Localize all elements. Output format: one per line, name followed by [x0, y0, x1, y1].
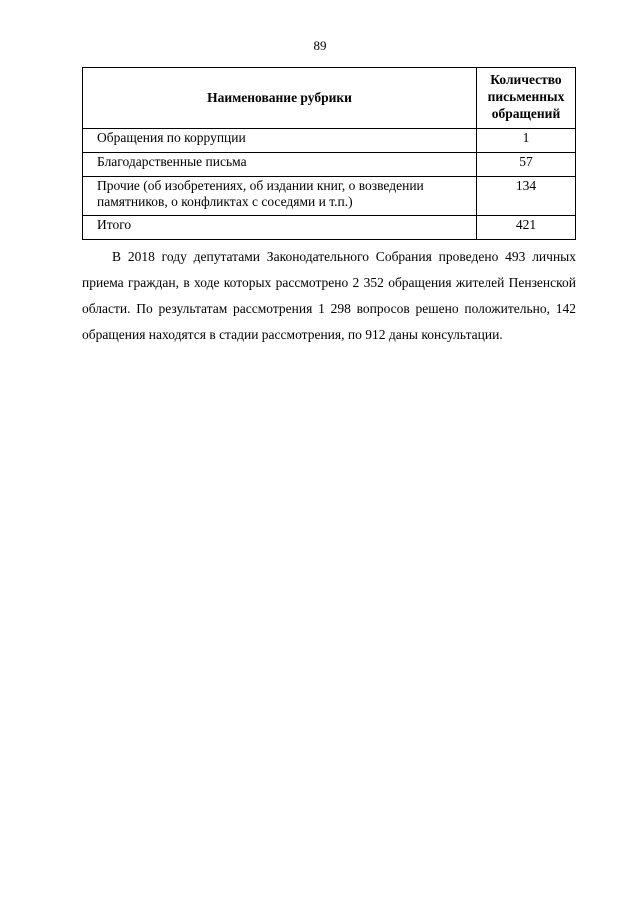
rubric-count-cell: 57 — [477, 153, 576, 177]
header-letters-count: Количество письменных обращений — [477, 68, 576, 129]
total-count-cell: 421 — [477, 216, 576, 240]
table-row — [83, 177, 576, 216]
header-rubric-name: Наименование рубрики — [83, 68, 477, 129]
rubric-name-cell: Прочие (об изобретениях, об издании книг, о возведении памятников, о конфликтах с соседями и т.п.) — [83, 177, 477, 216]
table-header-row — [83, 68, 576, 129]
body-paragraph: В 2018 году депутатами Законодательного Собрания проведено 493 личных приема граждан, в ходе которых рассмотрено 2 352 обращения жителей Пензенской области. По результатам рассмотрения 1 298 вопросов решено положительно, 142 обращения находятся в стадии рассмотрения, по 912 даны консультации. — [82, 249, 576, 342]
page-number: 89 — [313, 38, 327, 53]
rubric-count-cell: 1 — [477, 129, 576, 153]
table-row — [83, 153, 576, 177]
total-label-cell: Итого — [83, 216, 477, 240]
rubric-count-cell: 134 — [477, 177, 576, 216]
table-row — [83, 129, 576, 153]
rubric-name-cell: Благодарственные письма — [83, 153, 477, 177]
table-total-row — [83, 216, 576, 240]
rubrics-table — [82, 67, 576, 240]
rubric-name-cell: Обращения по коррупции — [83, 129, 477, 153]
